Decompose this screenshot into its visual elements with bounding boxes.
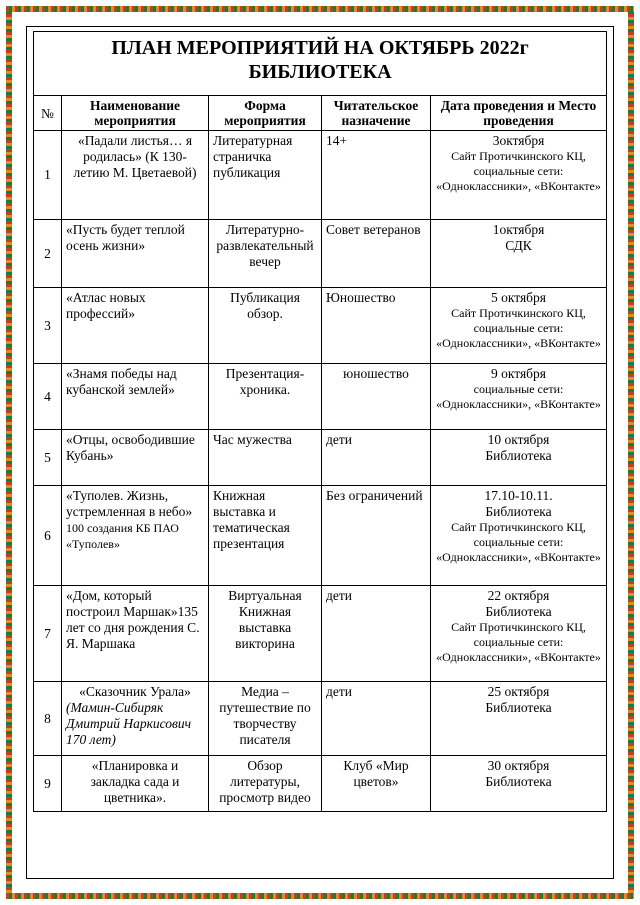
event-audience: Клуб «Мир цветов» [322,756,431,812]
event-name: «Дом, который построил Маршак»135 лет со дня рождения С. Я. Маршака [62,586,209,682]
events-table [33,31,607,812]
event-date-cell [431,486,607,586]
event-date: 3октября [492,133,545,148]
table-row [34,586,607,682]
event-audience: дети [322,586,431,682]
event-form: Литературная страничка публикация [209,131,322,220]
event-date-cell [431,131,607,220]
event-date: 1октября [492,222,545,237]
row-number: 7 [34,586,62,682]
event-form: Литературно-развлекательный вечер [209,220,322,288]
event-place: Сайт Протичкинского КЦ, социальные сети: «Одноклассники», «ВКонтакте» [436,620,601,664]
event-place: Библиотека [485,448,552,463]
event-date-cell [431,288,607,364]
event-date: 22 октября [487,588,550,603]
event-name-cell [62,682,209,756]
row-number: 1 [34,131,62,220]
table-row [34,486,607,586]
event-name-note: (Мамин-Сибиряк Дмитрий Наркисович 170 лет) [66,700,192,747]
event-audience: Совет ветеранов [322,220,431,288]
row-number: 3 [34,288,62,364]
event-place: Сайт Протичкинского КЦ, социальные сети: «Одноклассники», «ВКонтакте» [436,520,601,564]
event-name-note: 100 создания КБ ПАО «Туполев» [66,521,179,551]
event-date: 5 октября [491,290,547,305]
table-row [34,364,607,430]
event-name: «Атлас новых профессий» [62,288,209,364]
row-number: 4 [34,364,62,430]
event-date-cell [431,756,607,812]
table-row [34,288,607,364]
table-row [34,131,607,220]
table-row [34,430,607,486]
event-audience: дети [322,682,431,756]
row-number: 6 [34,486,62,586]
event-name: «Знамя победы над кубанской землей» [62,364,209,430]
event-audience: 14+ [322,131,431,220]
table-row [34,682,607,756]
event-place: Библиотека [485,700,552,715]
event-form: Час мужества [209,430,322,486]
event-name: «Падали листья… я родилась» (К 130-летию М. Цветаевой) [62,131,209,220]
event-audience: Без ограничений [322,486,431,586]
event-form: Виртуальная Книжная выставка викторина [209,586,322,682]
event-venue: Библиотека [485,504,552,519]
header-num: № [34,96,62,131]
header-row [34,96,607,131]
event-place: СДК [505,238,532,253]
table-row [34,220,607,288]
event-name-cell [62,486,209,586]
event-date-cell [431,682,607,756]
event-place: Сайт Протичкинского КЦ, социальные сети: «Одноклассники», «ВКонтакте» [436,149,601,193]
event-form: Публикация обзор. [209,288,322,364]
event-date: 9 октября [491,366,547,381]
title-line-1: ПЛАН МЕРОПРИЯТИЙ НА ОКТЯБРЬ 2022г [111,37,529,59]
event-form: Книжная выставка и тематическая презентация [209,486,322,586]
event-date-cell [431,364,607,430]
event-audience: дети [322,430,431,486]
row-number: 2 [34,220,62,288]
event-audience: юношество [322,364,431,430]
header-date: Дата проведения и Место проведения [431,96,607,131]
event-name: «Планировка и закладка сада и цветника». [62,756,209,812]
event-date-cell [431,586,607,682]
event-place: Библиотека [485,774,552,789]
event-place: социальные сети: «Одноклассники», «ВКонтакте» [436,382,601,411]
event-date: 30 октября [487,758,550,773]
row-number: 5 [34,430,62,486]
row-number: 8 [34,682,62,756]
row-number: 9 [34,756,62,812]
event-audience: Юношество [322,288,431,364]
event-venue: Библиотека [485,604,552,619]
event-date-cell [431,430,607,486]
event-form: Презентация-хроника. [209,364,322,430]
event-date-cell [431,220,607,288]
event-name: «Отцы, освободившие Кубань» [62,430,209,486]
event-date: 10 октября [487,432,550,447]
event-date: 25 октября [487,684,550,699]
table-row [34,756,607,812]
header-name: Наименование мероприятия [62,96,209,131]
event-name: «Пусть будет теплой осень жизни» [62,220,209,288]
event-date: 17.10-10.11. [484,488,553,503]
event-name: «Туполев. Жизнь, устремленная в небо» [66,488,193,519]
header-reader: Читательское назначение [322,96,431,131]
event-form: Обзор литературы, просмотр видео [209,756,322,812]
title-line-2: БИБЛИОТЕКА [248,61,392,83]
header-form: Форма мероприятия [209,96,322,131]
event-place: Сайт Протичкинского КЦ, социальные сети: «Одноклассники», «ВКонтакте» [436,306,601,350]
page-title [34,32,607,96]
event-form: Медиа – путешествие по творчеству писателя [209,682,322,756]
event-name: «Сказочник Урала» [79,684,191,699]
